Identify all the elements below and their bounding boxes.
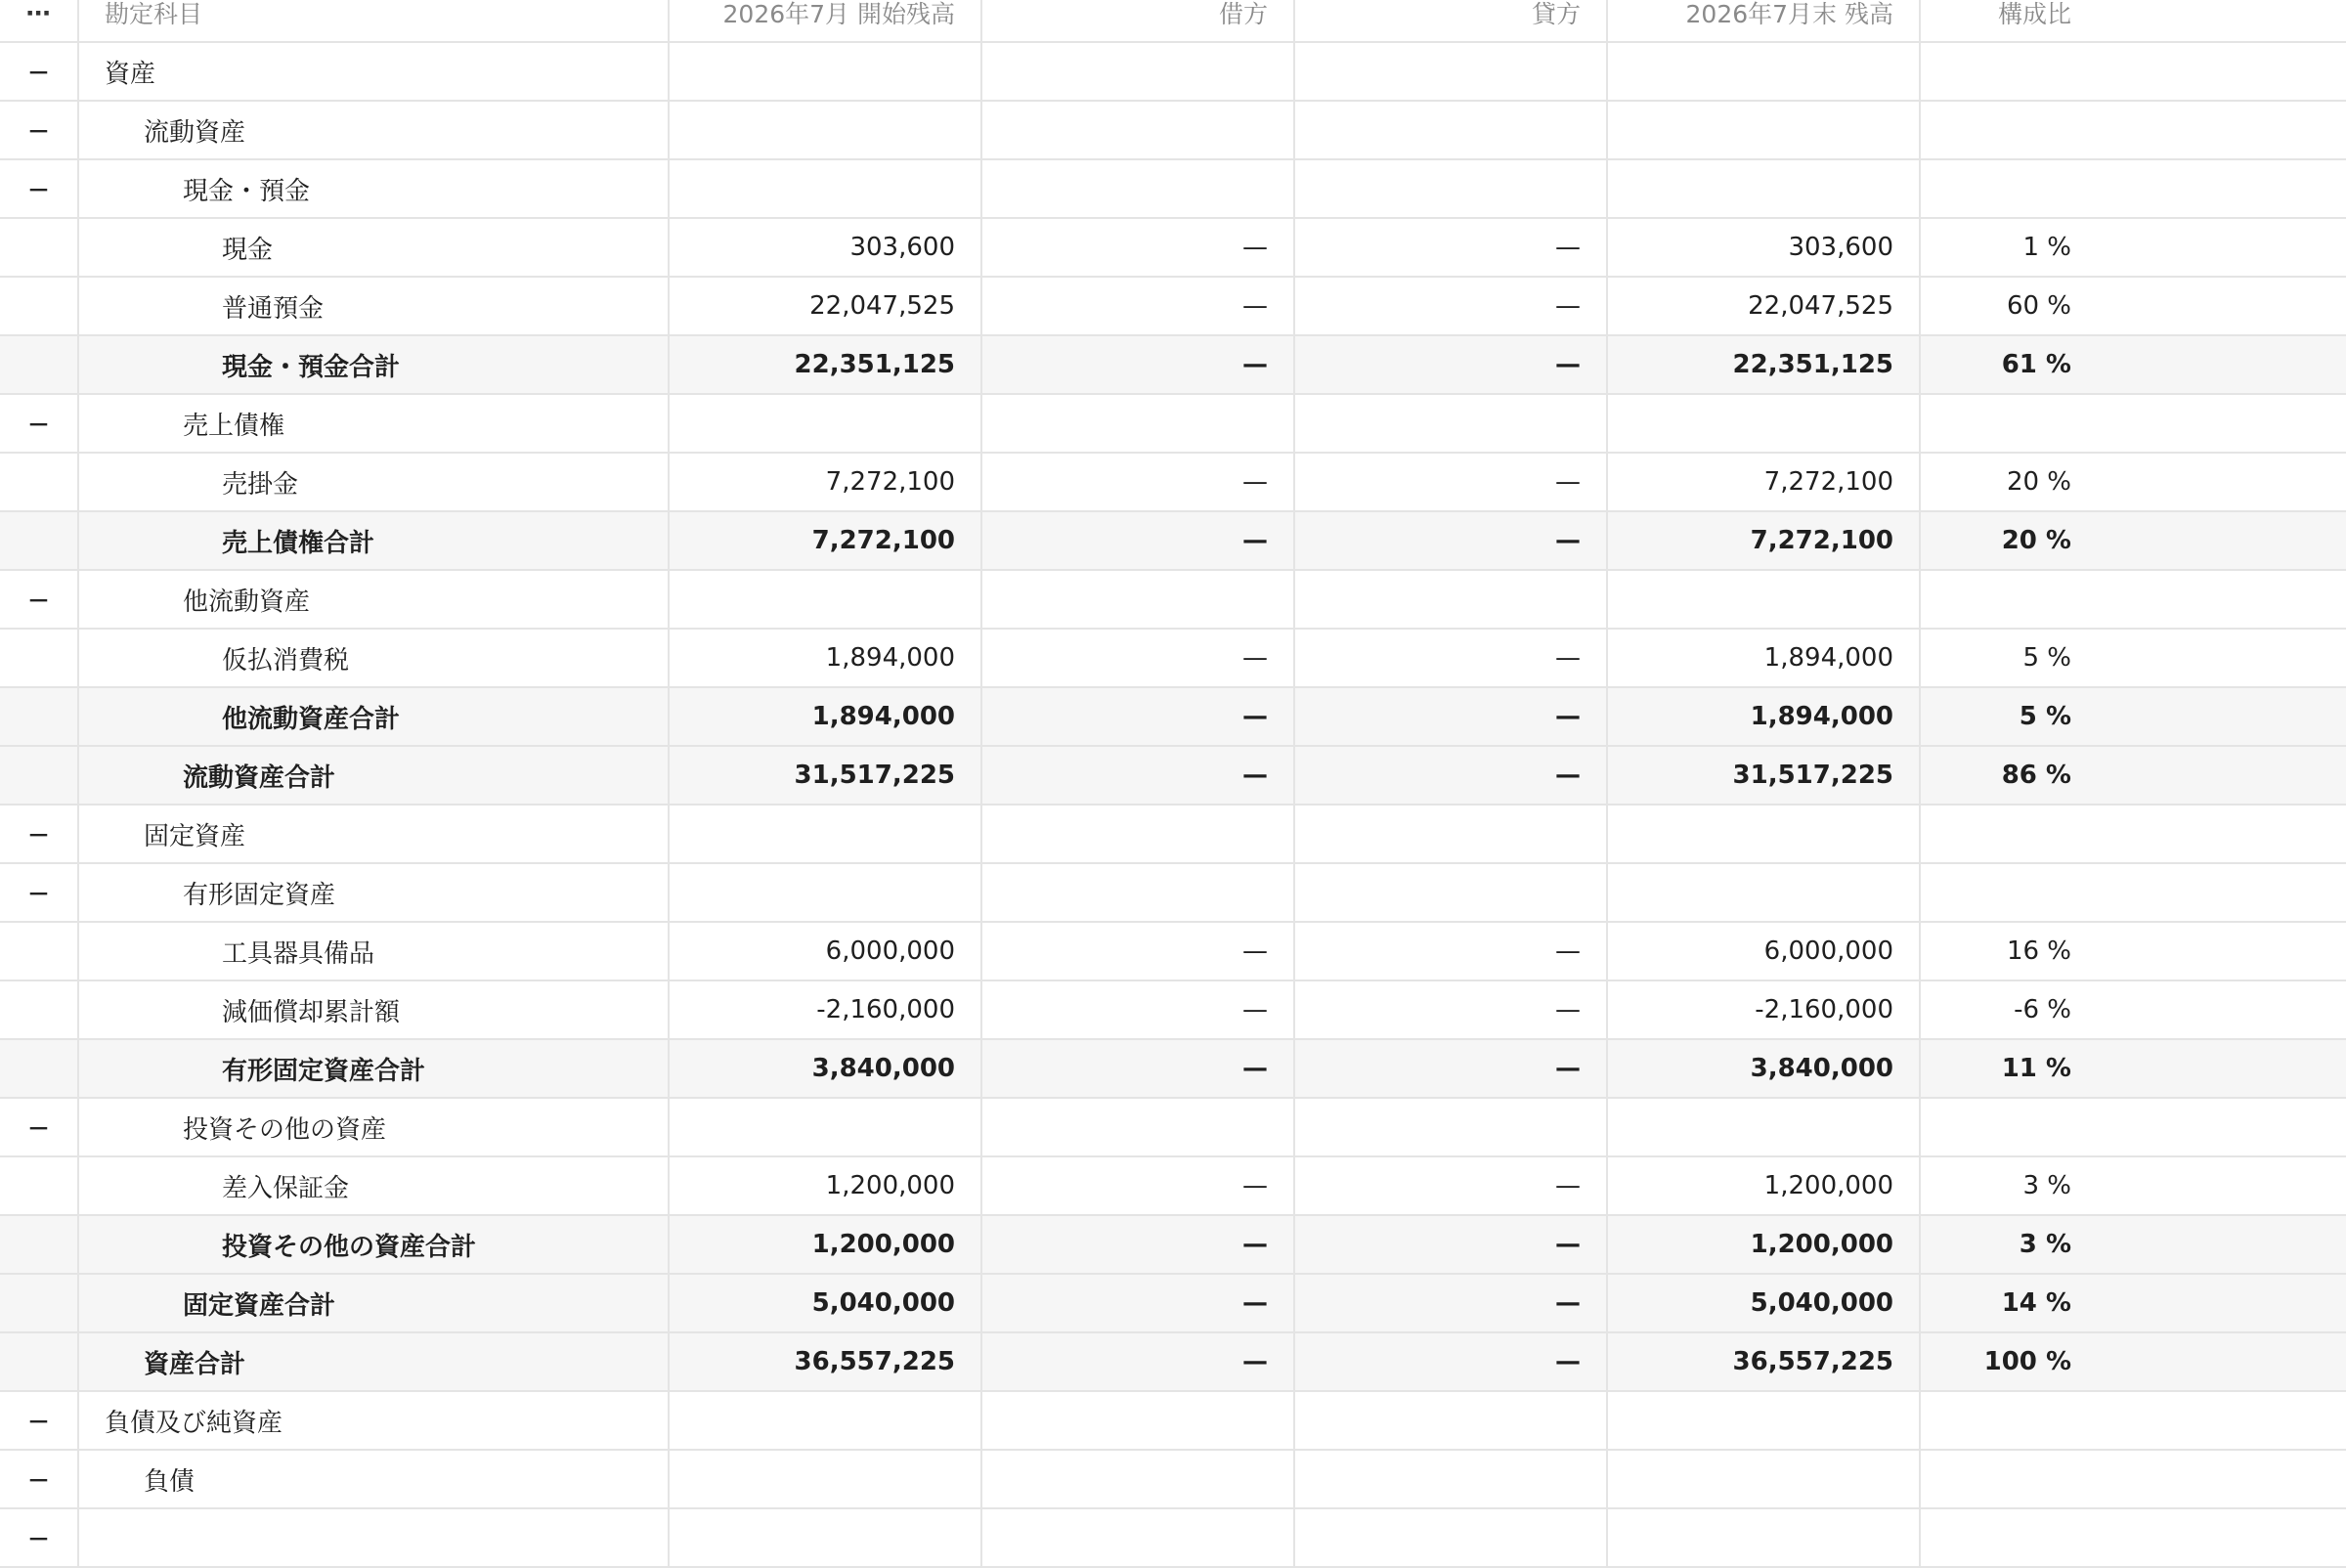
row-filler	[2071, 1333, 2346, 1390]
debit-cell	[982, 1392, 1295, 1449]
account-name: 有形固定資産	[79, 864, 670, 921]
collapse-toggle-icon[interactable]: −	[0, 1099, 79, 1155]
account-name: 投資その他の資産合計	[79, 1216, 670, 1273]
collapse-toggle-icon[interactable]: −	[0, 864, 79, 921]
row-filler	[2071, 806, 2346, 862]
account-name: 負債	[79, 1451, 670, 1507]
opening-balance-cell[interactable]: 36,557,225	[670, 1333, 982, 1390]
group-row[interactable]	[0, 102, 2346, 160]
debit-cell[interactable]: —	[982, 1216, 1295, 1273]
debit-cell[interactable]: —	[982, 1333, 1295, 1390]
closing-balance-cell[interactable]: 3,840,000	[1608, 1040, 1921, 1097]
account-name: 有形固定資産合計	[79, 1040, 670, 1097]
credit-cell[interactable]: —	[1295, 512, 1608, 569]
closing-balance-cell[interactable]: 1,200,000	[1608, 1216, 1921, 1273]
collapse-toggle-icon[interactable]: −	[0, 806, 79, 862]
opening-balance-cell[interactable]: 1,200,000	[670, 1216, 982, 1273]
debit-cell[interactable]: —	[982, 278, 1295, 334]
account-name: 売上債権	[79, 395, 670, 452]
account-name: 現金・預金	[79, 160, 670, 217]
ratio-cell: 3 %	[2019, 1230, 2071, 1259]
credit-cell	[1295, 571, 1608, 628]
credit-cell	[1295, 864, 1608, 921]
opening-balance-cell	[670, 1392, 982, 1449]
debit-cell[interactable]: —	[982, 512, 1295, 569]
credit-cell[interactable]: —	[1295, 454, 1608, 510]
ratio-cell	[1921, 43, 2071, 100]
table-row[interactable]	[0, 981, 2346, 1040]
credit-cell	[1295, 1451, 1608, 1507]
account-name: 現金	[79, 219, 670, 276]
group-row[interactable]	[0, 806, 2346, 864]
ratio-cell: 60 %	[2006, 291, 2071, 321]
debit-cell	[982, 864, 1295, 921]
opening-balance-cell	[670, 806, 982, 862]
group-row[interactable]	[0, 1099, 2346, 1157]
closing-balance-cell[interactable]: 1,894,000	[1608, 630, 1921, 686]
debit-cell[interactable]: —	[982, 1040, 1295, 1097]
credit-cell[interactable]: —	[1295, 981, 1608, 1038]
account-name: 工具器具備品	[79, 923, 670, 980]
closing-balance-cell[interactable]: 36,557,225	[1608, 1333, 1921, 1390]
closing-balance-cell[interactable]: 31,517,225	[1608, 747, 1921, 804]
table-row[interactable]	[0, 1157, 2346, 1216]
credit-cell	[1295, 1099, 1608, 1155]
opening-balance-cell[interactable]: 1,894,000	[670, 630, 982, 686]
total-row[interactable]	[0, 1216, 2346, 1275]
row-control-empty	[0, 512, 79, 569]
debit-cell	[982, 806, 1295, 862]
opening-balance-cell	[670, 160, 982, 217]
header-debit[interactable]: 借方	[982, 0, 1295, 41]
opening-balance-cell[interactable]: 22,047,525	[670, 278, 982, 334]
total-row[interactable]	[0, 336, 2346, 395]
closing-balance-cell[interactable]: 5,040,000	[1608, 1275, 1921, 1331]
debit-cell[interactable]: —	[982, 219, 1295, 276]
collapse-toggle-icon[interactable]: −	[0, 395, 79, 452]
row-control-empty	[0, 630, 79, 686]
credit-cell[interactable]: —	[1295, 688, 1608, 745]
credit-cell	[1295, 1509, 1608, 1566]
opening-balance-cell	[670, 1451, 982, 1507]
ratio-cell	[1921, 395, 2071, 452]
table-row[interactable]	[0, 219, 2346, 278]
row-control-empty	[0, 1216, 79, 1273]
table-row[interactable]	[0, 278, 2346, 336]
account-name: 固定資産合計	[79, 1275, 670, 1331]
ratio-cell	[1921, 1099, 2071, 1155]
debit-cell	[982, 160, 1295, 217]
closing-balance-cell[interactable]: -2,160,000	[1608, 981, 1921, 1038]
credit-cell[interactable]: —	[1295, 1157, 1608, 1214]
group-row[interactable]	[0, 1392, 2346, 1451]
credit-cell[interactable]: —	[1295, 747, 1608, 804]
account-name: 売掛金	[79, 454, 670, 510]
account-name: 流動資産	[79, 102, 670, 158]
group-row[interactable]	[0, 1509, 2346, 1568]
debit-cell	[982, 1509, 1295, 1566]
debit-cell	[982, 102, 1295, 158]
row-control-empty	[0, 688, 79, 745]
debit-cell[interactable]: —	[982, 747, 1295, 804]
account-name: 固定資産	[79, 806, 670, 862]
ratio-cell: 14 %	[2001, 1288, 2071, 1318]
total-row[interactable]	[0, 688, 2346, 747]
opening-balance-cell[interactable]: 303,600	[670, 219, 982, 276]
debit-cell[interactable]: —	[982, 630, 1295, 686]
row-control-empty	[0, 1333, 79, 1390]
account-name: 現金・預金合計	[79, 336, 670, 393]
table-header-row	[0, 0, 2346, 43]
debit-cell[interactable]: —	[982, 688, 1295, 745]
credit-cell[interactable]: —	[1295, 219, 1608, 276]
closing-balance-cell	[1608, 1451, 1921, 1507]
debit-cell[interactable]: —	[982, 336, 1295, 393]
credit-cell[interactable]: —	[1295, 1333, 1608, 1390]
header-credit[interactable]: 貸方	[1295, 0, 1608, 41]
row-filler	[2071, 219, 2346, 276]
opening-balance-cell[interactable]: 1,200,000	[670, 1157, 982, 1214]
debit-cell	[982, 1099, 1295, 1155]
closing-balance-cell[interactable]: 22,047,525	[1608, 278, 1921, 334]
ratio-cell: 61 %	[2001, 350, 2071, 379]
ratio-cell: 20 %	[2001, 526, 2071, 555]
ratio-cell: 3 %	[2022, 1171, 2071, 1200]
row-filler	[2071, 512, 2346, 569]
ratio-cell	[1921, 102, 2071, 158]
ratio-cell: 11 %	[2001, 1054, 2071, 1083]
collapse-toggle-icon[interactable]: −	[0, 1392, 79, 1449]
table-row[interactable]	[0, 454, 2346, 512]
credit-cell	[1295, 43, 1608, 100]
row-filler	[2071, 864, 2346, 921]
row-filler	[2071, 1451, 2346, 1507]
total-row[interactable]	[0, 1275, 2346, 1333]
account-name: 売上債権合計	[79, 512, 670, 569]
opening-balance-cell[interactable]: 3,840,000	[670, 1040, 982, 1097]
closing-balance-cell	[1608, 1392, 1921, 1449]
opening-balance-cell	[670, 43, 982, 100]
ratio-cell: 16 %	[2006, 936, 2071, 966]
ratio-cell: 100 %	[1983, 1347, 2071, 1376]
total-row[interactable]	[0, 1040, 2346, 1099]
credit-cell[interactable]: —	[1295, 923, 1608, 980]
row-filler	[2071, 1392, 2346, 1449]
collapse-toggle-icon[interactable]: −	[0, 1451, 79, 1507]
collapse-toggle-icon[interactable]: −	[0, 571, 79, 628]
account-name: 差入保証金	[79, 1157, 670, 1214]
row-filler	[2071, 571, 2346, 628]
account-name: 他流動資産合計	[79, 688, 670, 745]
closing-balance-cell	[1608, 395, 1921, 452]
closing-balance-cell[interactable]: 22,351,125	[1608, 336, 1921, 393]
opening-balance-cell[interactable]: 7,272,100	[670, 512, 982, 569]
ratio-cell	[1921, 160, 2071, 217]
row-control-empty	[0, 1157, 79, 1214]
account-name: 減価償却累計額	[79, 981, 670, 1038]
row-control-empty	[0, 336, 79, 393]
opening-balance-cell[interactable]: 22,351,125	[670, 336, 982, 393]
account-name	[79, 1509, 670, 1566]
header-closing-balance[interactable]: 2026年7月末 残高	[1608, 0, 1921, 41]
total-row[interactable]	[0, 512, 2346, 571]
opening-balance-cell[interactable]: 31,517,225	[670, 747, 982, 804]
row-filler	[2071, 43, 2346, 100]
ratio-cell: 1 %	[2022, 233, 2071, 262]
debit-cell[interactable]: —	[982, 923, 1295, 980]
closing-balance-cell	[1608, 1099, 1921, 1155]
debit-cell[interactable]: —	[982, 981, 1295, 1038]
opening-balance-cell	[670, 395, 982, 452]
total-row[interactable]	[0, 747, 2346, 806]
ratio-cell: 20 %	[2006, 467, 2071, 497]
ratio-cell	[1921, 806, 2071, 862]
account-name: 資産	[79, 43, 670, 100]
closing-balance-cell	[1608, 864, 1921, 921]
row-filler	[2071, 160, 2346, 217]
row-filler	[2071, 1275, 2346, 1331]
row-control-empty	[0, 219, 79, 276]
row-control-empty	[0, 747, 79, 804]
header-opening-balance[interactable]: 2026年7月 開始残高	[670, 0, 982, 41]
opening-balance-cell[interactable]: 1,894,000	[670, 688, 982, 745]
group-row[interactable]	[0, 864, 2346, 923]
opening-balance-cell	[670, 571, 982, 628]
ratio-cell: 5 %	[2019, 702, 2071, 731]
closing-balance-cell[interactable]: 7,272,100	[1608, 454, 1921, 510]
row-filler	[2071, 981, 2346, 1038]
ratio-cell	[1921, 571, 2071, 628]
opening-balance-cell	[670, 1099, 982, 1155]
closing-balance-cell[interactable]: 1,200,000	[1608, 1157, 1921, 1214]
row-filler	[2071, 336, 2346, 393]
credit-cell[interactable]: —	[1295, 278, 1608, 334]
header-filler	[2071, 0, 2346, 41]
closing-balance-cell	[1608, 1509, 1921, 1566]
closing-balance-cell[interactable]: 1,894,000	[1608, 688, 1921, 745]
closing-balance-cell	[1608, 160, 1921, 217]
ratio-cell: -6 %	[2014, 995, 2071, 1024]
debit-cell	[982, 1451, 1295, 1507]
account-name: 他流動資産	[79, 571, 670, 628]
closing-balance-cell	[1608, 806, 1921, 862]
credit-cell	[1295, 102, 1608, 158]
closing-balance-cell	[1608, 102, 1921, 158]
opening-balance-cell[interactable]: 5,040,000	[670, 1275, 982, 1331]
table-row[interactable]	[0, 923, 2346, 981]
row-filler	[2071, 102, 2346, 158]
collapse-toggle-icon[interactable]: −	[0, 1509, 79, 1566]
opening-balance-cell	[670, 864, 982, 921]
closing-balance-cell	[1608, 43, 1921, 100]
table-row[interactable]	[0, 630, 2346, 688]
row-filler	[2071, 278, 2346, 334]
row-control-empty	[0, 1275, 79, 1331]
debit-cell	[982, 571, 1295, 628]
total-row[interactable]	[0, 1333, 2346, 1392]
account-name: 投資その他の資産	[79, 1099, 670, 1155]
credit-cell	[1295, 1392, 1608, 1449]
row-filler	[2071, 395, 2346, 452]
opening-balance-cell[interactable]: 7,272,100	[670, 454, 982, 510]
group-row[interactable]	[0, 160, 2346, 219]
collapse-toggle-icon[interactable]: −	[0, 43, 79, 100]
credit-cell[interactable]: —	[1295, 630, 1608, 686]
debit-cell	[982, 43, 1295, 100]
row-control-empty	[0, 1040, 79, 1097]
row-filler	[2071, 1099, 2346, 1155]
account-name: 資産合計	[79, 1333, 670, 1390]
collapse-toggle-icon[interactable]: −	[0, 160, 79, 217]
ratio-cell	[1921, 864, 2071, 921]
account-name: 普通預金	[79, 278, 670, 334]
credit-cell	[1295, 395, 1608, 452]
row-filler	[2071, 747, 2346, 804]
opening-balance-cell[interactable]: -2,160,000	[670, 981, 982, 1038]
row-filler	[2071, 630, 2346, 686]
closing-balance-cell[interactable]: 6,000,000	[1608, 923, 1921, 980]
ratio-cell: 5 %	[2022, 643, 2071, 673]
group-row[interactable]	[0, 1451, 2346, 1509]
ratio-cell	[1921, 1392, 2071, 1449]
closing-balance-cell[interactable]: 303,600	[1608, 219, 1921, 276]
ratio-cell	[1921, 1509, 2071, 1566]
row-filler	[2071, 1040, 2346, 1097]
opening-balance-cell	[670, 1509, 982, 1566]
closing-balance-cell	[1608, 571, 1921, 628]
debit-cell[interactable]: —	[982, 1157, 1295, 1214]
ratio-cell: 86 %	[2001, 761, 2071, 790]
row-control-empty	[0, 278, 79, 334]
row-filler	[2071, 1509, 2346, 1566]
credit-cell[interactable]: —	[1295, 336, 1608, 393]
header-ratio[interactable]: 構成比	[1997, 0, 2071, 28]
credit-cell[interactable]: —	[1295, 1275, 1608, 1331]
debit-cell[interactable]: —	[982, 1275, 1295, 1331]
closing-balance-cell[interactable]: 7,272,100	[1608, 512, 1921, 569]
credit-cell	[1295, 806, 1608, 862]
column-menu-icon[interactable]: ⋯	[0, 0, 79, 41]
collapse-toggle-icon[interactable]: −	[0, 102, 79, 158]
debit-cell	[982, 395, 1295, 452]
row-filler	[2071, 454, 2346, 510]
credit-cell[interactable]: —	[1295, 1040, 1608, 1097]
row-control-empty	[0, 923, 79, 980]
account-name: 流動資産合計	[79, 747, 670, 804]
credit-cell[interactable]: —	[1295, 1216, 1608, 1273]
header-account[interactable]: 勘定科目	[79, 0, 670, 41]
group-row[interactable]	[0, 395, 2346, 454]
opening-balance-cell[interactable]: 6,000,000	[670, 923, 982, 980]
row-control-empty	[0, 981, 79, 1038]
account-name: 仮払消費税	[79, 630, 670, 686]
opening-balance-cell	[670, 102, 982, 158]
credit-cell	[1295, 160, 1608, 217]
group-row[interactable]	[0, 571, 2346, 630]
row-control-empty	[0, 454, 79, 510]
row-filler	[2071, 688, 2346, 745]
account-name: 負債及び純資産	[79, 1392, 670, 1449]
row-filler	[2071, 1216, 2346, 1273]
debit-cell[interactable]: —	[982, 454, 1295, 510]
ratio-cell	[1921, 1451, 2071, 1507]
row-filler	[2071, 1157, 2346, 1214]
group-row[interactable]	[0, 43, 2346, 102]
row-filler	[2071, 923, 2346, 980]
